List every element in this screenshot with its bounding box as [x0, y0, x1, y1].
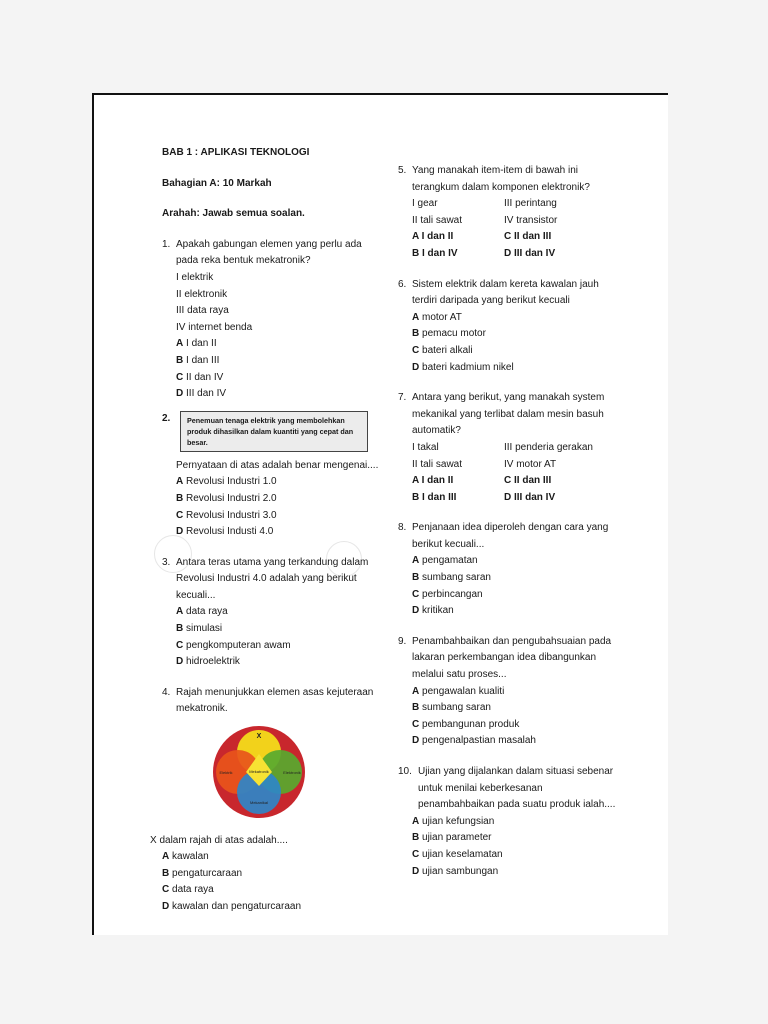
option-d[interactable]: D hidroelektrik: [176, 656, 240, 668]
option-d[interactable]: D bateri kadmium nikel: [412, 361, 514, 373]
exam-page: [92, 93, 668, 935]
option-b[interactable]: B ujian parameter: [412, 832, 492, 844]
option-row[interactable]: A I dan II C II dan III: [412, 475, 552, 487]
option-c[interactable]: C Revolusi Industri 3.0: [176, 509, 277, 521]
question-number: 9.: [398, 635, 407, 647]
item: II elektronik: [176, 288, 228, 300]
item-row: II tali sawat IV motor AT: [412, 458, 557, 470]
question-2: [162, 411, 384, 541]
option-a[interactable]: A motor AT: [412, 311, 462, 323]
item-row: II tali sawat IV transistor: [412, 214, 558, 226]
right-column: [398, 163, 618, 880]
option-d[interactable]: D Revolusi Industi 4.0: [176, 526, 274, 538]
question-text: Pernyataan di atas adalah benar mengenai....: [176, 459, 379, 471]
question-text: Rajah menunjukkan elemen asas kejuteraan mekatronik.: [176, 686, 374, 715]
question-number: 8.: [398, 522, 407, 534]
item-row: I gear III perintang: [412, 198, 557, 210]
question-text: Sistem elektrik dalam kereta kawalan jauh terdiri daripada yang berikut kecuali: [412, 278, 599, 307]
option-a[interactable]: A pengawalan kualiti: [412, 685, 505, 697]
question-text: Apakah gabungan elemen yang perlu ada pada reka bentuk mekatronik?: [176, 238, 362, 267]
option-b[interactable]: B I dan III: [176, 354, 220, 366]
option-d[interactable]: D ujian sambungan: [412, 865, 499, 877]
option-b[interactable]: B Revolusi Industri 2.0: [176, 492, 277, 504]
question-text: Penambahbaikan dan pengubahsuaian pada lakaran perkembangan idea dibangunkan melalui satu proses...: [412, 635, 612, 681]
option-a[interactable]: A pengamatan: [412, 555, 478, 567]
option-c[interactable]: C perbincangan: [412, 588, 483, 600]
question-6: [398, 277, 618, 377]
option-c[interactable]: C pengkomputeran awam: [176, 639, 291, 651]
diagram-label-right: Elektronik: [283, 770, 301, 776]
question-number: 3.: [162, 556, 171, 568]
item: III data raya: [176, 305, 229, 317]
question-9: [398, 634, 618, 750]
option-c[interactable]: C ujian keselamatan: [412, 848, 503, 860]
chapter-title: BAB 1 : APLIKASI TEKNOLOGI: [162, 147, 310, 158]
left-column: [150, 145, 384, 916]
diagram-label-bottom: Mekanikal: [249, 800, 269, 806]
option-d[interactable]: D kritikan: [412, 605, 454, 617]
option-c[interactable]: C II dan IV: [176, 371, 224, 383]
item-row: I takal III penderia gerakan: [412, 441, 593, 453]
question-number: 7.: [398, 392, 407, 404]
option-a[interactable]: A data raya: [176, 606, 228, 618]
option-d[interactable]: D kawalan dan pengaturcaraan: [162, 901, 301, 912]
option-c[interactable]: C pembangunan produk: [412, 718, 520, 730]
section-title: Bahagian A: 10 Markah: [162, 177, 272, 189]
option-row[interactable]: B I dan III D III dan IV: [412, 491, 556, 503]
option-c[interactable]: C data raya: [162, 884, 214, 896]
option-d[interactable]: D pengenalpastian masalah: [412, 735, 536, 747]
instruction: Arahah: Jawab semua soalan.: [162, 208, 305, 220]
option-row[interactable]: A I dan II C II dan III: [412, 231, 552, 243]
option-row[interactable]: B I dan IV D III dan IV: [412, 247, 556, 259]
diagram-label-center: Mekatronik: [249, 769, 269, 775]
question-number: 5.: [398, 165, 407, 176]
option-a[interactable]: A ujian kefungsian: [412, 815, 495, 827]
question-number: 2.: [162, 412, 171, 424]
question-4-followup: X dalam rajah di atas adalah....: [150, 834, 288, 846]
question-text: Penjanaan idea diperoleh dengan cara yang berikut kecuali...: [412, 522, 609, 550]
question-text: Antara teras utama yang terkandung dalam Revolusi Industri 4.0 adalah yang berikut kecuali...: [176, 556, 369, 601]
question-7: [398, 390, 618, 506]
option-a[interactable]: A Revolusi Industri 1.0: [176, 476, 277, 488]
question-8: [398, 520, 618, 620]
option-b[interactable]: B pengaturcaraan: [162, 867, 243, 879]
question-number: 4.: [162, 686, 171, 698]
item: IV internet benda: [176, 321, 253, 333]
quote-box: Penemuan tenaga elektrik yang membolehkan produk dihasilkan dalam kuantiti yang cepat dan besar.: [180, 411, 368, 452]
question-text: Ujian yang dijalankan dalam situasi sebenar untuk menilai keberkesanan penambahbaikan pada suatu produk ialah....: [418, 766, 616, 811]
diagram-label-left: Elektrik: [219, 770, 233, 776]
option-a[interactable]: A I dan II: [176, 338, 217, 350]
question-number: 6.: [398, 278, 407, 290]
diagram-label-top: X: [256, 733, 262, 741]
question-text: Antara yang berikut, yang manakah system mekanikal yang terlibat dalam mesin basuh automatik?: [412, 392, 605, 437]
item: I elektrik: [176, 271, 214, 283]
question-5: [398, 163, 618, 263]
question-10: [398, 764, 618, 814]
option-a[interactable]: A kawalan: [162, 851, 209, 863]
option-b[interactable]: B sumbang saran: [412, 572, 491, 584]
question-1: [162, 237, 384, 403]
question-3: [162, 555, 384, 671]
question-number: 10.: [398, 766, 412, 777]
question-text: Yang manakah item-item di bawah ini terangkum dalam komponen elektronik?: [412, 165, 590, 193]
option-b[interactable]: B sumbang saran: [412, 702, 491, 714]
option-b[interactable]: B simulasi: [176, 623, 223, 635]
question-number: 1.: [162, 238, 171, 250]
question-4: [162, 685, 384, 718]
option-d[interactable]: D III dan IV: [176, 388, 227, 400]
option-c[interactable]: C bateri alkali: [412, 344, 473, 356]
mechatronics-venn-diagram: [194, 724, 324, 820]
option-b[interactable]: B pemacu motor: [412, 328, 486, 340]
